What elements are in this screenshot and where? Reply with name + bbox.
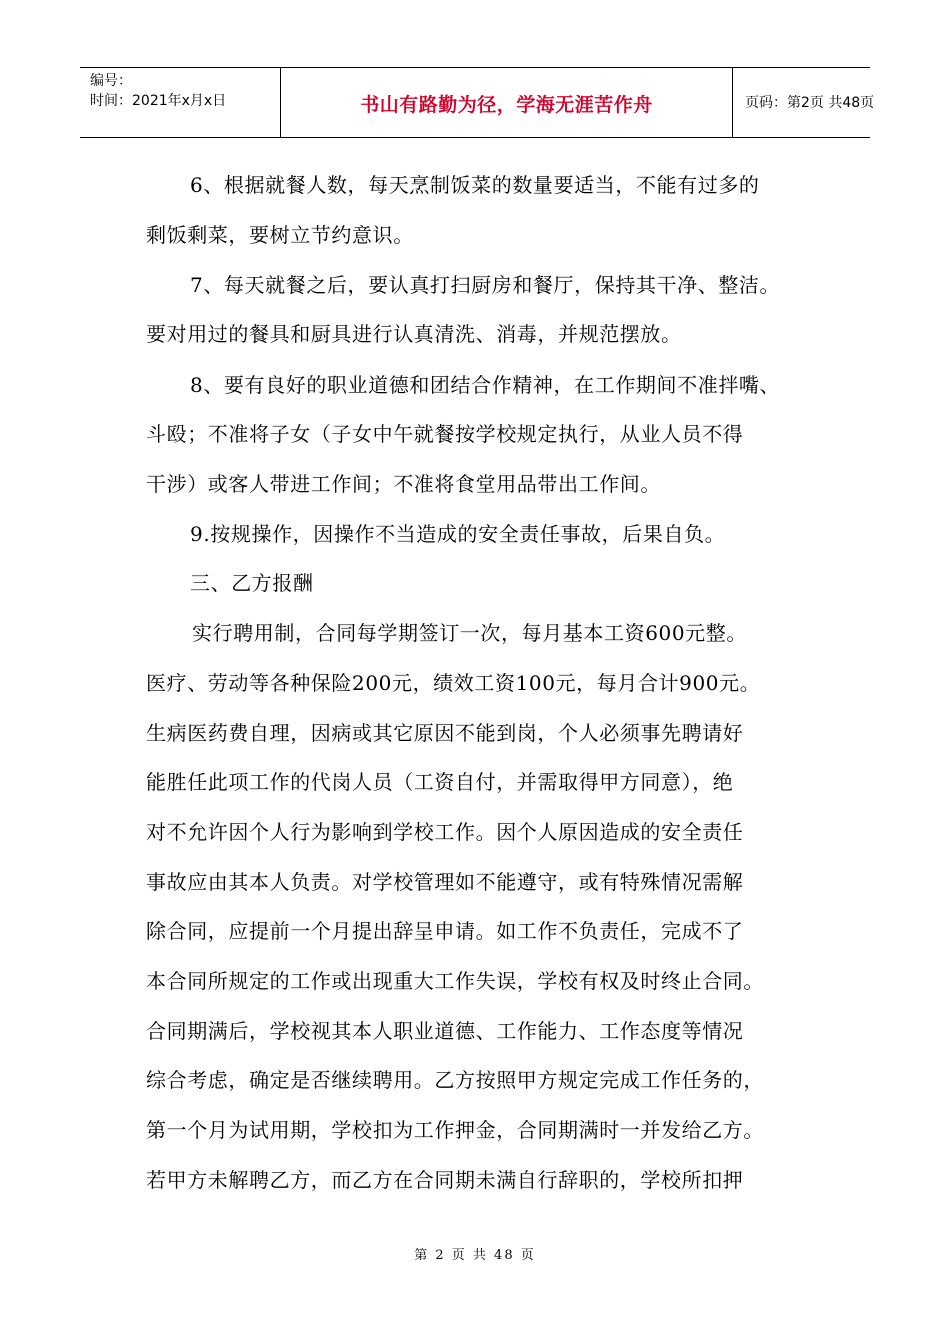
document-number-label: 编号： xyxy=(90,73,132,89)
header-motto-cell xyxy=(280,68,733,137)
body-line: 能胜任此项工作的代岗人员（工资自付，并需取得甲方同意），绝 xyxy=(146,770,734,794)
body-line: 8、要有良好的职业道德和团结合作精神，在工作期间不准拌嘴、 xyxy=(190,373,781,397)
document-header xyxy=(80,67,875,138)
body-line: 生病医药费自理，因病或其它原因不能到岗，个人必须事先聘请好 xyxy=(146,721,744,745)
body-line: 事故应由其本人负责。对学校管理如不能遵守，或有特殊情况需解 xyxy=(146,870,744,894)
header-page-cell xyxy=(733,68,875,137)
header-info-cell xyxy=(80,68,280,137)
body-line: 剩饭剩菜，要树立节约意识。 xyxy=(146,223,414,247)
body-line: 要对用过的餐具和厨具进行认真清洗、消毒，并规范摆放。 xyxy=(146,322,682,346)
body-line: 7、每天就餐之后，要认真打扫厨房和餐厅，保持其干净、整洁。 xyxy=(190,273,781,297)
document-date-label: 时间：2021年x月x日 xyxy=(90,93,227,109)
body-line: 第一个月为试用期，学校扣为工作押金，合同期满时一并发给乙方。 xyxy=(146,1118,764,1142)
body-line: 9.按规操作，因操作不当造成的安全责任事故，后果自负。 xyxy=(190,522,726,546)
body-line: 斗殴；不准将子女（子女中午就餐按学校规定执行，从业人员不得 xyxy=(146,422,744,446)
body-line: 除合同，应提前一个月提出辞呈申请。如工作不负责任，完成不了 xyxy=(146,919,744,943)
body-line: 合同期满后，学校视其本人职业道德、工作能力、工作态度等情况 xyxy=(146,1019,744,1043)
body-line: 本合同所规定的工作或出现重大工作失误，学校有权及时终止合同。 xyxy=(146,969,764,993)
section-heading: 三、乙方报酬 xyxy=(190,571,314,595)
body-line: 6、根据就餐人数，每天烹制饭菜的数量要适当，不能有过多的 xyxy=(190,173,760,197)
header-motto: 书山有路勤为径，学海无涯苦作舟 xyxy=(360,94,653,116)
body-line: 医疗、劳动等各种保险200元，绩效工资100元，每月合计900元。 xyxy=(146,671,761,695)
page-footer: 第 2 页 共 48 页 xyxy=(414,1248,536,1263)
body-line: 实行聘用制，合同每学期签订一次，每月基本工资600元整。 xyxy=(192,621,747,645)
body-line: 综合考虑，确定是否继续聘用。乙方按照甲方规定完成工作任务的， xyxy=(146,1068,764,1092)
body-line: 干涉）或客人带进工作间；不准将食堂用品带出工作间。 xyxy=(146,472,661,496)
body-line: 若甲方未解聘乙方，而乙方在合同期未满自行辞职的，学校所扣押 xyxy=(146,1168,744,1192)
header-page-label: 页码：第2页 共48页 xyxy=(745,95,875,111)
body-line: 对不允许因个人行为影响到学校工作。因个人原因造成的安全责任 xyxy=(146,820,744,844)
